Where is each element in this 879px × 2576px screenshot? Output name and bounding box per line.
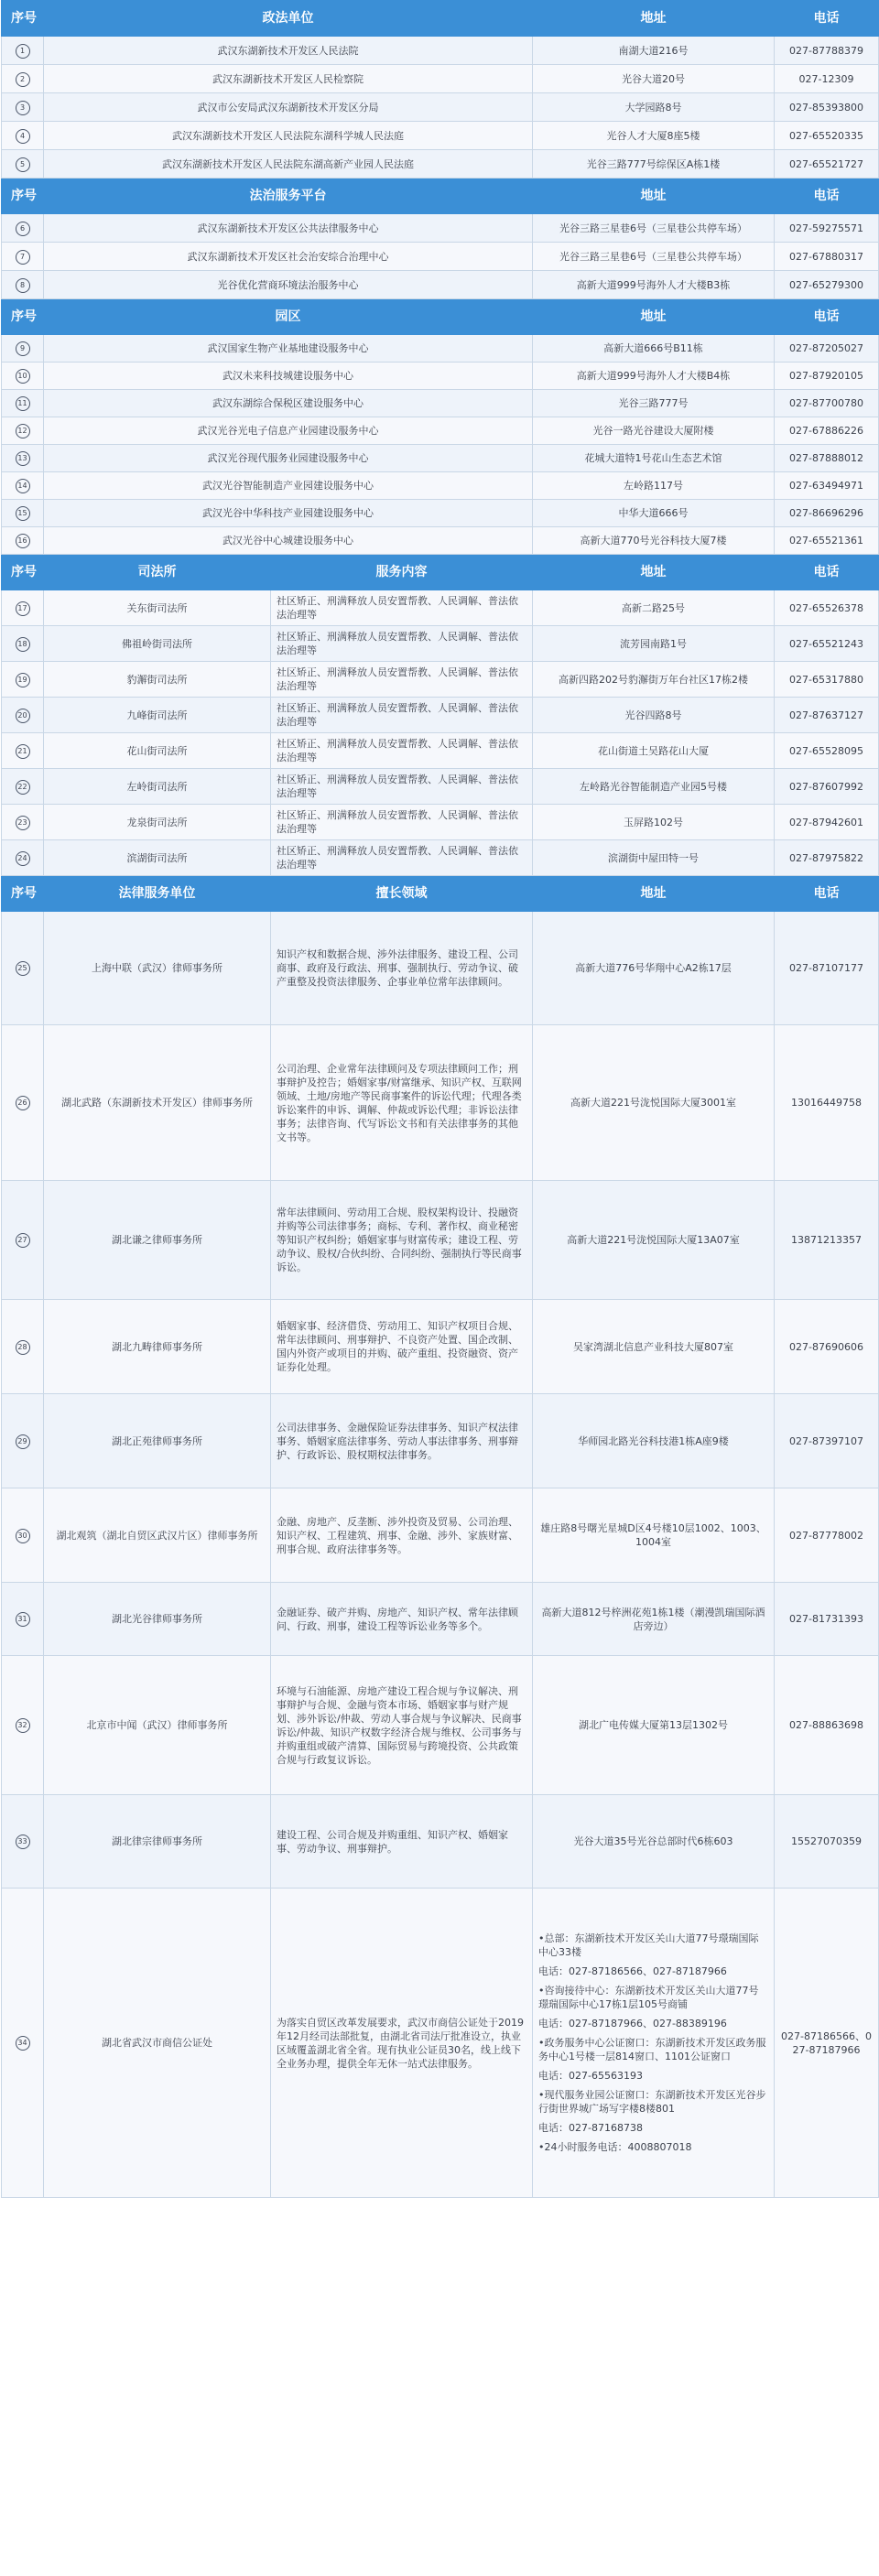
address: 大学园路8号 (533, 93, 775, 122)
row-number (2, 271, 44, 299)
row-number-badge: 8 (16, 278, 30, 293)
service-content: 社区矫正、刑满释放人员安置帮教、人民调解、普法依法治理等 (271, 840, 533, 876)
phone: 027-87975822 (775, 840, 879, 876)
column-header: 序号 (2, 876, 44, 912)
unit-name: 武汉光谷现代服务业园建设服务中心 (44, 445, 533, 472)
phone: 027-86696296 (775, 500, 879, 527)
address-line: •政务服务中心公证窗口：东湖新技术开发区政务服务中心1号楼一层814窗口、1101公证窗口 (538, 2037, 766, 2062)
section-header (2, 555, 879, 590)
address: 光谷三路三星巷6号（三星巷公共停车场） (533, 214, 775, 243)
row-number-badge: 20 (16, 709, 30, 723)
phone: 027-65521361 (775, 527, 879, 555)
row-number-badge: 10 (16, 369, 30, 384)
unit-name: 湖北正苑律师事务所 (44, 1394, 271, 1488)
address: 光谷人才大厦8座5楼 (533, 122, 775, 150)
phone: 027-59275571 (775, 214, 879, 243)
row-number-badge: 9 (16, 341, 30, 356)
row-number (2, 698, 44, 733)
column-header: 地址 (533, 1, 775, 37)
row-number-badge: 7 (16, 250, 30, 265)
table-row (2, 840, 879, 876)
unit-name: 湖北律宗律师事务所 (44, 1795, 271, 1889)
service-content: 金融、房地产、反垄断、涉外投资及贸易、公司治理、知识产权、工程建筑、刑事、金融、涉外、家族财富、刑事合规、政府法律事务等。 (271, 1488, 533, 1583)
table-row (2, 271, 879, 299)
table-row (2, 805, 879, 840)
column-header: 地址 (533, 179, 775, 214)
unit-name: 武汉东湖综合保税区建设服务中心 (44, 390, 533, 417)
phone: 027-65520335 (775, 122, 879, 150)
address: 光谷大道35号光谷总部时代6栋603 (533, 1795, 775, 1889)
address: 高新大道812号梓洲花苑1栋1楼（潮漫凯瑞国际酒店旁边） (533, 1583, 775, 1656)
phone: 027-87888012 (775, 445, 879, 472)
phone: 027-81731393 (775, 1583, 879, 1656)
address: 中华大道666号 (533, 500, 775, 527)
unit-name: 武汉东湖新技术开发区人民法院东湖高新产业园人民法庭 (44, 150, 533, 179)
row-number (2, 1889, 44, 2198)
row-number (2, 243, 44, 271)
service-content: 公司治理、企业常年法律顾问及专项法律顾问工作；刑事辩护及控告；婚姻家事/财富继承、知识产权、互联网领域、土地/房地产等民商事案件的诉讼代理；代理各类诉讼案件的申诉、调解、仲裁或诉讼代理；非诉讼法律事务；法律咨询、代写诉讼文书和有关法律事务的其他文书等。 (271, 1025, 533, 1181)
phone: 027-87778002 (775, 1488, 879, 1583)
phone: 027-85393800 (775, 93, 879, 122)
address: 光谷三路777号 (533, 390, 775, 417)
address-line: 电话：027-87186566、027-87187966 (538, 1965, 727, 1977)
row-number (2, 122, 44, 150)
row-number (2, 1300, 44, 1394)
service-content: 社区矫正、刑满释放人员安置帮教、人民调解、普法依法治理等 (271, 698, 533, 733)
table-row (2, 733, 879, 769)
address: 高新大道770号光谷科技大厦7楼 (533, 527, 775, 555)
row-number (2, 390, 44, 417)
table-row (2, 417, 879, 445)
row-number-badge: 30 (16, 1529, 30, 1543)
address: 高新大道666号B11栋 (533, 335, 775, 363)
service-content: 社区矫正、刑满释放人员安置帮教、人民调解、普法依法治理等 (271, 662, 533, 698)
phone: 027-87942601 (775, 805, 879, 840)
row-number-badge: 16 (16, 534, 30, 548)
table-row (2, 769, 879, 805)
unit-name: 武汉光谷智能制造产业园建设服务中心 (44, 472, 533, 500)
address: 左岭路117号 (533, 472, 775, 500)
table-row (2, 912, 879, 1025)
phone: 027-65521243 (775, 626, 879, 662)
address: 雄庄路8号曙光星城D区4号楼10层1002、1003、1004室 (533, 1488, 775, 1583)
phone: 027-63494971 (775, 472, 879, 500)
address-line: 电话：027-87187966、027-88389196 (538, 2018, 727, 2029)
table-row (2, 93, 879, 122)
column-header: 序号 (2, 555, 44, 590)
unit-name: 湖北武路（东湖新技术开发区）律师事务所 (44, 1025, 271, 1181)
row-number (2, 214, 44, 243)
address: 花山街道土吴路花山大厦 (533, 733, 775, 769)
service-content: 公司法律事务、金融保险证券法律事务、知识产权法律事务、婚姻家庭法律事务、劳动人事法律事务、刑事辩护、行政诉讼、股权期权法律事务。 (271, 1394, 533, 1488)
phone: 027-87788379 (775, 37, 879, 65)
row-number-badge: 34 (16, 2036, 30, 2051)
unit-name: 龙泉街司法所 (44, 805, 271, 840)
service-content: 金融证券、破产并购、房地产、知识产权、常年法律顾问、行政、刑事，建设工程等诉讼业务等多个。 (271, 1583, 533, 1656)
address: 光谷四路8号 (533, 698, 775, 733)
row-number (2, 93, 44, 122)
row-number (2, 1795, 44, 1889)
unit-name: 北京市中闻（武汉）律师事务所 (44, 1656, 271, 1795)
address: 滨湖街中屋田特一号 (533, 840, 775, 876)
row-number (2, 733, 44, 769)
unit-name: 武汉光谷中心城建设服务中心 (44, 527, 533, 555)
row-number-badge: 5 (16, 157, 30, 172)
row-number-badge: 32 (16, 1718, 30, 1733)
service-content: 环境与石油能源、房地产建设工程合规与争议解决、刑事辩护与合规、金融与资本市场、婚姻家事与财产规划、涉外诉讼/仲裁、劳动人事合规与争议解决、民商事诉讼/仲裁、知识产权数字经济合规与维权、公司事务与并购重组或破产清算、国际贸易与跨境投资、公共政策合规与行政复议诉讼。 (271, 1656, 533, 1795)
directory-table-wrapper (1, 0, 878, 2198)
unit-name: 武汉市公安局武汉东湖新技术开发区分局 (44, 93, 533, 122)
unit-name: 上海中联（武汉）律师事务所 (44, 912, 271, 1025)
table-row (2, 65, 879, 93)
phone: 027-65279300 (775, 271, 879, 299)
column-header: 电话 (775, 179, 879, 214)
unit-name: 武汉东湖新技术开发区公共法律服务中心 (44, 214, 533, 243)
row-number (2, 626, 44, 662)
phone: 027-87700780 (775, 390, 879, 417)
phone: 027-65317880 (775, 662, 879, 698)
row-number (2, 1583, 44, 1656)
column-header: 电话 (775, 555, 879, 590)
row-number (2, 662, 44, 698)
column-header: 地址 (533, 876, 775, 912)
unit-name: 武汉东湖新技术开发区社会治安综合治理中心 (44, 243, 533, 271)
row-number (2, 37, 44, 65)
row-number-badge: 15 (16, 506, 30, 521)
unit-name: 武汉东湖新技术开发区人民检察院 (44, 65, 533, 93)
phone: 15527070359 (775, 1795, 879, 1889)
row-number-badge: 11 (16, 396, 30, 411)
column-header: 序号 (2, 1, 44, 37)
row-number-badge: 6 (16, 222, 30, 236)
row-number-badge: 21 (16, 744, 30, 759)
unit-name: 佛祖岭街司法所 (44, 626, 271, 662)
unit-name: 花山街司法所 (44, 733, 271, 769)
address-line: •总部：东湖新技术开发区关山大道77号璟瑞国际中心33楼 (538, 1932, 759, 1958)
directory-table (1, 0, 879, 2198)
phone: 027-88863698 (775, 1656, 879, 1795)
row-number (2, 150, 44, 179)
row-number (2, 840, 44, 876)
row-number (2, 500, 44, 527)
row-number (2, 445, 44, 472)
table-row (2, 1394, 879, 1488)
row-number (2, 363, 44, 390)
column-header: 序号 (2, 299, 44, 335)
row-number (2, 1181, 44, 1300)
service-content: 知识产权和数据合规、涉外法律服务、建设工程、公司商事、政府及行政法、刑事、强制执行、劳动争议、破产重整及投资法律服务、企事业单位常年法律顾问。 (271, 912, 533, 1025)
unit-name: 关东街司法所 (44, 590, 271, 626)
table-row (2, 500, 879, 527)
address: 花城大道特1号花山生态艺术馆 (533, 445, 775, 472)
address: 左岭路光谷智能制造产业园5号楼 (533, 769, 775, 805)
section-header (2, 1, 879, 37)
column-header: 园区 (44, 299, 533, 335)
unit-name: 湖北光谷律师事务所 (44, 1583, 271, 1656)
table-row (2, 1025, 879, 1181)
row-number (2, 1025, 44, 1181)
unit-name: 武汉光谷中华科技产业园建设服务中心 (44, 500, 533, 527)
unit-name: 左岭街司法所 (44, 769, 271, 805)
address-line: •现代服务业园公证窗口：东湖新技术开发区光谷步行街世界城广场写字楼8楼801 (538, 2089, 766, 2115)
address: 高新大道999号海外人才大楼B4栋 (533, 363, 775, 390)
phone: 027-87920105 (775, 363, 879, 390)
row-number (2, 472, 44, 500)
row-number-badge: 31 (16, 1612, 30, 1627)
address: 吴家湾湖北信息产业科技大厦807室 (533, 1300, 775, 1394)
address: 光谷三路777号综保区A栋1楼 (533, 150, 775, 179)
phone: 027-67880317 (775, 243, 879, 271)
service-content: 社区矫正、刑满释放人员安置帮教、人民调解、普法依法治理等 (271, 805, 533, 840)
row-number-badge: 18 (16, 637, 30, 652)
table-row (2, 1795, 879, 1889)
column-header: 序号 (2, 179, 44, 214)
table-row (2, 390, 879, 417)
address-line: •咨询接待中心：东湖新技术开发区关山大道77号璟瑞国际中心17栋1层105号商铺 (538, 1985, 759, 2010)
row-number (2, 417, 44, 445)
address: 流芳园南路1号 (533, 626, 775, 662)
table-row (2, 1300, 879, 1394)
service-content: 社区矫正、刑满释放人员安置帮教、人民调解、普法依法治理等 (271, 769, 533, 805)
phone: 027-65521727 (775, 150, 879, 179)
row-number (2, 912, 44, 1025)
address: 南湖大道216号 (533, 37, 775, 65)
address: 高新四路202号豹澥街万年台社区17栋2楼 (533, 662, 775, 698)
table-row (2, 662, 879, 698)
row-number-badge: 26 (16, 1096, 30, 1110)
row-number-badge: 24 (16, 851, 30, 866)
row-number-badge: 1 (16, 44, 30, 59)
table-row (2, 472, 879, 500)
column-header: 电话 (775, 299, 879, 335)
row-number (2, 1394, 44, 1488)
service-content: 常年法律顾问、劳动用工合规、股权架构设计、投融资并购等公司法律事务；商标、专利、著作权、商业秘密等知识产权纠纷；婚姻家事与财富传承；建设工程、劳动争议、股权/合伙纠纷、合同纠纷、强制执行等民商事诉讼。 (271, 1181, 533, 1300)
phone: 027-65528095 (775, 733, 879, 769)
address: 湖北广电传媒大厦第13层1302号 (533, 1656, 775, 1795)
address: 高新大道999号海外人才大楼B3栋 (533, 271, 775, 299)
address: 高新大道221号泷悦国际大厦13A07室 (533, 1181, 775, 1300)
phone: 027-87107177 (775, 912, 879, 1025)
row-number-badge: 14 (16, 479, 30, 493)
unit-name: 豹澥街司法所 (44, 662, 271, 698)
column-header: 擅长领域 (271, 876, 533, 912)
address: 玉屏路102号 (533, 805, 775, 840)
phone: 027-87637127 (775, 698, 879, 733)
unit-name: 武汉国家生物产业基地建设服务中心 (44, 335, 533, 363)
address: 高新二路25号 (533, 590, 775, 626)
section-header (2, 876, 879, 912)
phone: 027-87205027 (775, 335, 879, 363)
table-row (2, 214, 879, 243)
unit-name: 滨湖街司法所 (44, 840, 271, 876)
row-number-badge: 22 (16, 780, 30, 795)
row-number (2, 1488, 44, 1583)
phone: 13016449758 (775, 1025, 879, 1181)
table-row (2, 1889, 879, 2198)
service-content: 社区矫正、刑满释放人员安置帮教、人民调解、普法依法治理等 (271, 733, 533, 769)
table-row (2, 1583, 879, 1656)
phone: 13871213357 (775, 1181, 879, 1300)
unit-name: 武汉东湖新技术开发区人民法院 (44, 37, 533, 65)
section-header (2, 179, 879, 214)
unit-name: 光谷优化营商环境法治服务中心 (44, 271, 533, 299)
table-row (2, 445, 879, 472)
row-number-badge: 12 (16, 424, 30, 438)
column-header: 电话 (775, 876, 879, 912)
row-number-badge: 19 (16, 673, 30, 687)
table-row (2, 1488, 879, 1583)
column-header: 法律服务单位 (44, 876, 271, 912)
phone: 027-87186566、027-87187966 (775, 1889, 879, 2198)
row-number (2, 335, 44, 363)
phone: 027-12309 (775, 65, 879, 93)
service-content: 婚姻家事、经济借贷、劳动用工、知识产权项目合规、常年法律顾问、刑事辩护、不良资产处置、国企改制、国内外资产或项目的并购、破产重组、投资融资、资产证券化处理。 (271, 1300, 533, 1394)
row-number-badge: 17 (16, 601, 30, 616)
table-row (2, 37, 879, 65)
phone: 027-87397107 (775, 1394, 879, 1488)
unit-name: 湖北观筑（湖北自贸区武汉片区）律师事务所 (44, 1488, 271, 1583)
row-number-badge: 28 (16, 1340, 30, 1355)
row-number (2, 65, 44, 93)
phone: 027-87690606 (775, 1300, 879, 1394)
table-row (2, 363, 879, 390)
table-row (2, 150, 879, 179)
unit-name: 九峰街司法所 (44, 698, 271, 733)
row-number-badge: 3 (16, 101, 30, 115)
table-row (2, 626, 879, 662)
unit-name: 武汉光谷光电子信息产业园建设服务中心 (44, 417, 533, 445)
unit-name: 武汉东湖新技术开发区人民法院东湖科学城人民法庭 (44, 122, 533, 150)
unit-name: 湖北九畴律师事务所 (44, 1300, 271, 1394)
unit-name: 武汉未来科技城建设服务中心 (44, 363, 533, 390)
row-number-badge: 23 (16, 816, 30, 830)
address-line: •24小时服务电话：4008807018 (538, 2141, 692, 2153)
row-number-badge: 33 (16, 1835, 30, 1849)
table-row (2, 1656, 879, 1795)
row-number-badge: 4 (16, 129, 30, 144)
address: 华师园北路光谷科技港1栋A座9楼 (533, 1394, 775, 1488)
table-row (2, 590, 879, 626)
table-row (2, 335, 879, 363)
column-header: 司法所 (44, 555, 271, 590)
column-header: 地址 (533, 299, 775, 335)
column-header: 政法单位 (44, 1, 533, 37)
row-number-badge: 27 (16, 1233, 30, 1248)
phone: 027-65526378 (775, 590, 879, 626)
unit-name: 湖北省武汉市商信公证处 (44, 1889, 271, 2198)
address: 光谷大道20号 (533, 65, 775, 93)
address: 光谷一路光谷建设大厦附楼 (533, 417, 775, 445)
row-number (2, 805, 44, 840)
table-row (2, 698, 879, 733)
address: 光谷三路三星巷6号（三星巷公共停车场） (533, 243, 775, 271)
row-number (2, 769, 44, 805)
row-number (2, 527, 44, 555)
row-number-badge: 13 (16, 451, 30, 466)
row-number (2, 590, 44, 626)
table-row (2, 1181, 879, 1300)
address: 高新大道776号华翔中心A2栋17层 (533, 912, 775, 1025)
column-header: 地址 (533, 555, 775, 590)
row-number-badge: 29 (16, 1434, 30, 1449)
address: 高新大道221号泷悦国际大厦3001室 (533, 1025, 775, 1181)
table-row (2, 527, 879, 555)
service-content: 社区矫正、刑满释放人员安置帮教、人民调解、普法依法治理等 (271, 626, 533, 662)
row-number-badge: 25 (16, 961, 30, 976)
table-row (2, 243, 879, 271)
address-line: 电话：027-65563193 (538, 2070, 643, 2082)
service-content: 社区矫正、刑满释放人员安置帮教、人民调解、普法依法治理等 (271, 590, 533, 626)
phone: 027-87607992 (775, 769, 879, 805)
service-content: 建设工程、公司合规及并购重组、知识产权、婚姻家事、劳动争议、刑事辩护。 (271, 1795, 533, 1889)
section-header (2, 299, 879, 335)
column-header: 法治服务平台 (44, 179, 533, 214)
address-line: 电话：027-87168738 (538, 2122, 643, 2134)
address (533, 1889, 775, 2198)
unit-name: 湖北谦之律师事务所 (44, 1181, 271, 1300)
column-header: 电话 (775, 1, 879, 37)
row-number-badge: 2 (16, 72, 30, 87)
phone: 027-67886226 (775, 417, 879, 445)
column-header: 服务内容 (271, 555, 533, 590)
service-content: 为落实自贸区改革发展要求，武汉市商信公证处于2019年12月经司法部批复，由湖北省司法厅批准设立，执业区域覆盖湖北省全省。现有执业公证员30名，线上线下全业务办理，提供全年无休一站式法律服务。 (271, 1889, 533, 2198)
table-row (2, 122, 879, 150)
row-number (2, 1656, 44, 1795)
